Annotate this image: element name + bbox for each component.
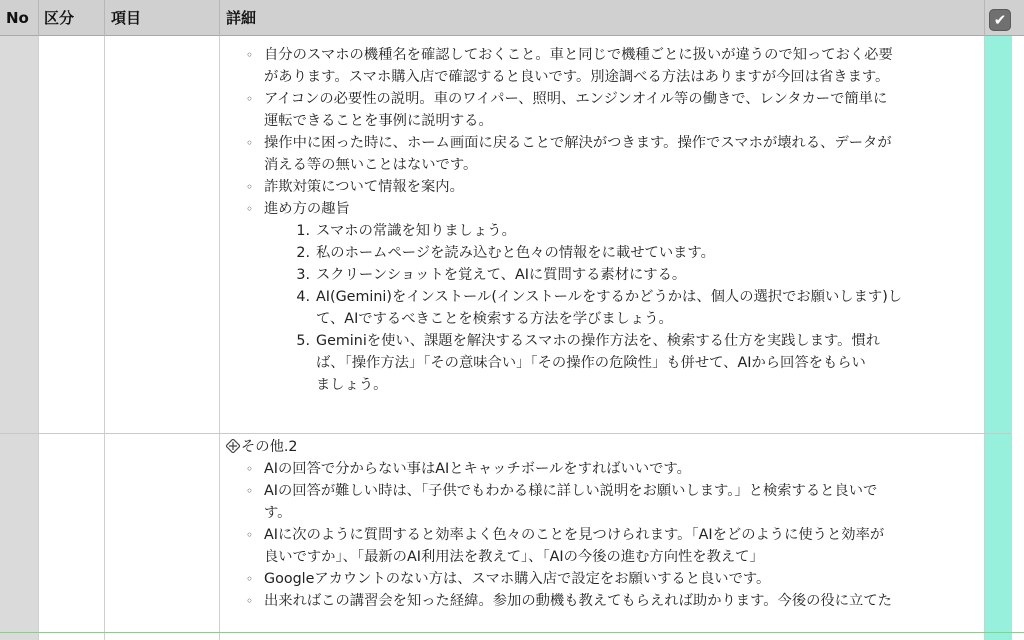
numbered-item-text: Geminiを使い、課題を解決するスマホの操作方法を、検索する仕方を実践します。慣れ <box>316 333 881 349</box>
section-heading <box>226 436 298 458</box>
numbered-item-text: ば、「操作方法」「その意味合い」「その操作の危険性」も併せて、AIから回答をもらい <box>316 355 866 371</box>
bullet-text: 自分のスマホの機種名を確認しておくこと。車と同じで機種ごとに扱いが違うので知っておく必要 <box>264 47 893 63</box>
numbered-item-text: スクリーンショットを覚えて、AIに質問する素材にする。 <box>316 267 687 283</box>
bullet-text: AIの回答で分からない事はAIとキャッチボールをすればいいです。 <box>264 461 691 477</box>
header-category[interactable]: 区分 <box>44 9 75 27</box>
section-heading-text: その他.2 <box>241 439 298 455</box>
list-number: 5. <box>296 333 310 349</box>
bullet-text: 運転できることを事例に説明する。 <box>264 113 493 129</box>
checkbox-checked-icon[interactable]: ✔ <box>989 9 1011 31</box>
bullet-marker: ◦ <box>246 572 254 586</box>
header-detail[interactable]: 詳細 <box>226 9 257 27</box>
bullet-text: 進め方の趣旨 <box>264 201 350 217</box>
bullet-marker: ◦ <box>246 136 254 150</box>
bullet-text: 詐欺対策について情報を案内。 <box>264 179 464 195</box>
list-number: 3. <box>296 267 310 283</box>
numbered-item-text: て、AIでするべきことを検索する方法を学びましょう。 <box>316 311 673 327</box>
bullet-text: があります。スマホ購入店で確認すると良いです。別途調べる方法はありますが今回は省きます。 <box>264 69 890 85</box>
table-header <box>0 0 1024 36</box>
header-item[interactable]: 項目 <box>111 9 142 27</box>
bullet-text: す。 <box>264 505 292 521</box>
numbered-item-text: 私のホームページを読み込むと色々の情報をに載せています。 <box>316 245 715 261</box>
list-number: 4. <box>296 289 310 305</box>
bullet-marker: ◦ <box>246 462 254 476</box>
list-number: 1. <box>296 223 310 239</box>
bullet-marker: ◦ <box>246 528 254 542</box>
bullet-marker: ◦ <box>246 92 254 106</box>
bullet-text: Googleアカウントのない方は、スマホ購入店で設定をお願いすると良いです。 <box>264 571 771 587</box>
check-column[interactable] <box>984 36 1012 640</box>
bullet-text: 操作中に困った時に、ホーム画面に戻ることで解決がつきます。操作でスマホが壊れる、データが <box>264 135 892 151</box>
bullet-text: 消える等の無いことはないです。 <box>264 157 478 173</box>
bullet-marker: ◦ <box>246 202 254 216</box>
selection-line <box>0 632 1024 633</box>
numbered-item-text: ましょう。 <box>316 377 388 393</box>
bullet-text: アイコンの必要性の説明。車のワイパー、照明、エンジンオイル等の働きで、レンタカーで簡単に <box>264 91 888 107</box>
move-handle-icon[interactable] <box>226 439 240 453</box>
numbered-item-text: スマホの常識を知りましょう。 <box>316 223 516 239</box>
bullet-marker: ◦ <box>246 484 254 498</box>
bullet-text: AIの回答が難しい時は、「子供でもわかる様に詳しい説明をお願いします。」と検索すると良いで <box>264 483 878 499</box>
bullet-marker: ◦ <box>246 180 254 194</box>
bullet-text: 出来ればこの講習会を知った経緯。参加の動機も教えてもらえれば助かります。今後の役に立てた <box>264 593 892 609</box>
detail-content[interactable] <box>226 36 982 632</box>
numbered-item-text: AI(Gemini)をインストール(インストールをするかどうかは、個人の選択でお願いします)し <box>316 289 903 305</box>
no-column <box>0 36 38 640</box>
bullet-marker: ◦ <box>246 48 254 62</box>
bullet-text: 良いですか」、「最新のAI利用法を教えて」、「AIの今後の進む方向性を教えて」 <box>264 549 764 565</box>
bullet-text: AIに次のように質問すると効率よく色々のことを見つけられます。「AIをどのように使うと効率が <box>264 527 885 543</box>
list-number: 2. <box>296 245 310 261</box>
header-no[interactable]: No <box>6 9 29 27</box>
bullet-marker: ◦ <box>246 594 254 608</box>
